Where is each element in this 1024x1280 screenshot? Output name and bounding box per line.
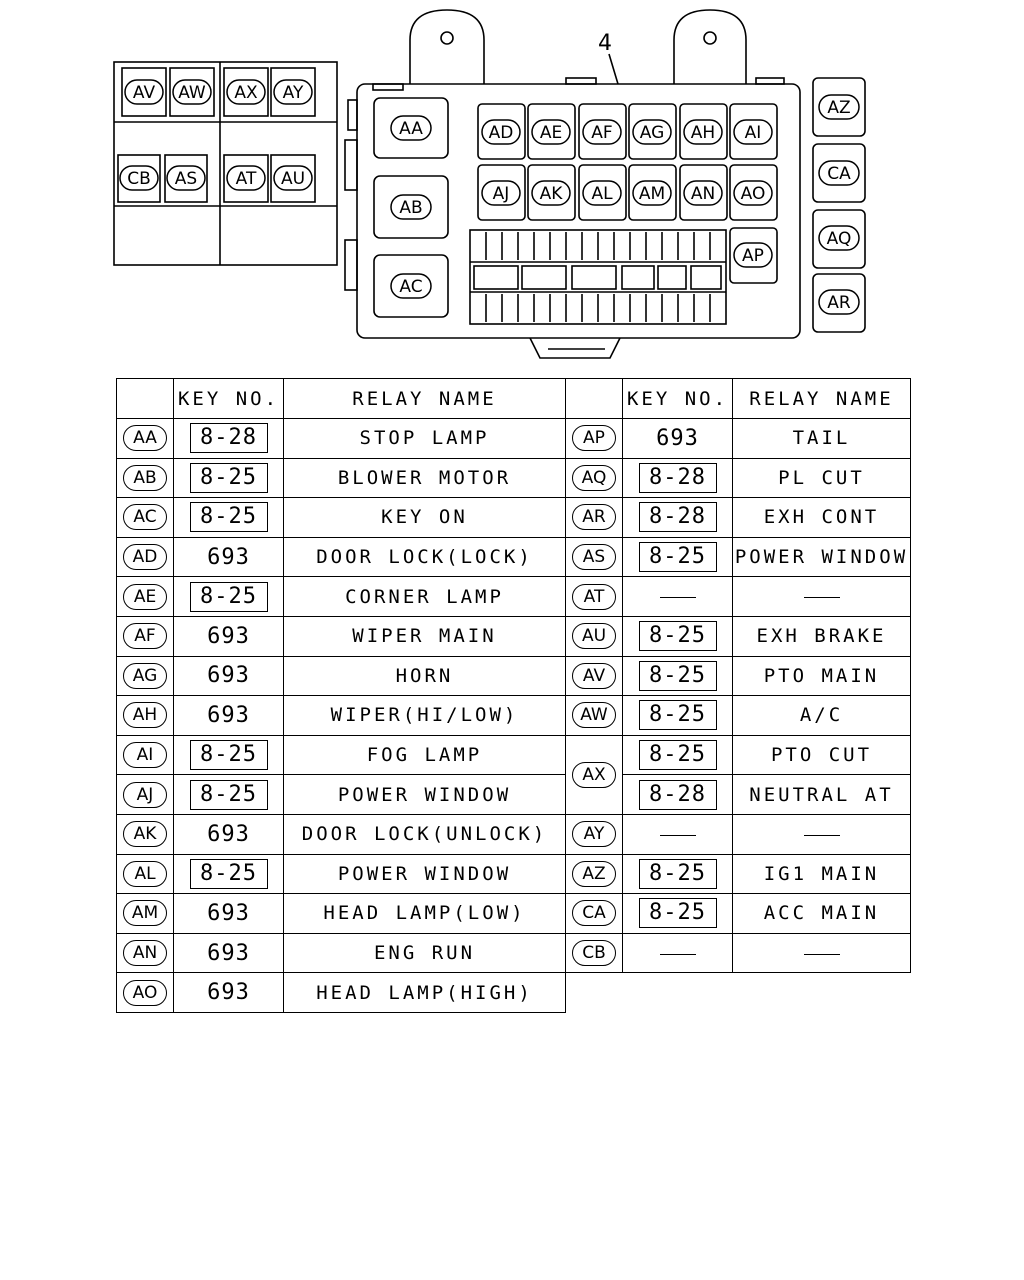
key-no-cell (623, 498, 733, 538)
relay-label-aj (482, 181, 520, 205)
relay-id-cell (566, 656, 623, 696)
relay-name-cell (284, 458, 566, 498)
relay-id-label: AL (123, 861, 167, 887)
relay-name-cell (284, 933, 566, 973)
key-no: 693 (207, 940, 250, 966)
relay-label-ab (391, 195, 431, 219)
empty-dash (660, 954, 696, 955)
svg-text:AP: AP (742, 246, 764, 266)
relay-id-cell (117, 537, 174, 577)
key-no-cell (623, 577, 733, 617)
relay-id-cell (117, 616, 174, 656)
svg-text:AS: AS (174, 169, 198, 189)
relay-id-label: AQ (572, 465, 616, 491)
relay-id-label: AB (123, 465, 167, 491)
svg-text:AJ: AJ (492, 184, 510, 204)
key-no-cell (623, 458, 733, 498)
relay-id-label: AY (572, 821, 616, 847)
key-no: 693 (656, 425, 699, 451)
key-no-cell (174, 735, 284, 775)
header-relay-name-left: RELAY NAME (284, 379, 566, 419)
relay-name-cell (284, 577, 566, 617)
relay-name: STOP LAMP (359, 427, 490, 450)
relay-name-cell (733, 894, 911, 934)
relay-name: POWER WINDOW (337, 783, 512, 806)
relay-id-cell (117, 419, 174, 459)
key-no-cell (623, 933, 733, 973)
relay-label-at (227, 166, 265, 190)
relay-position-labels (120, 80, 859, 314)
key-no-cell (623, 735, 733, 775)
relay-label-ac (391, 274, 431, 298)
table-row (117, 656, 911, 696)
relay-label-an (684, 181, 722, 205)
svg-text:AV: AV (132, 83, 156, 103)
key-no: 8-25 (190, 502, 268, 532)
relay-id-cell (566, 735, 623, 814)
relay-id-label: AX (572, 762, 616, 788)
callout-number: 4 (598, 31, 612, 56)
table-row (117, 933, 911, 973)
relay-name-cell (284, 735, 566, 775)
relay-name: HORN (395, 664, 454, 687)
empty-dash (660, 835, 696, 836)
relay-id-cell (566, 458, 623, 498)
relay-name-cell (284, 537, 566, 577)
svg-text:AR: AR (827, 293, 851, 313)
relay-name-cell (733, 696, 911, 736)
relay-name: CORNER LAMP (345, 585, 504, 608)
table-row (117, 775, 911, 815)
relay-id-cell (566, 537, 623, 577)
relay-label-ao (734, 181, 772, 205)
relay-name-cell (284, 616, 566, 656)
key-no-cell (623, 775, 733, 815)
key-no: 8-25 (190, 780, 268, 810)
key-no: 693 (207, 702, 250, 728)
relay-name-cell (284, 419, 566, 459)
relay-label-cb (120, 166, 158, 190)
relay-name-cell (733, 537, 911, 577)
relay-id-label: AP (572, 425, 616, 451)
svg-text:AK: AK (539, 184, 563, 204)
empty-dash (804, 954, 840, 955)
empty-cell (566, 973, 911, 1013)
key-no-cell (623, 616, 733, 656)
relay-label-av (125, 80, 163, 104)
relay-id-cell (566, 577, 623, 617)
key-no: 8-25 (190, 463, 268, 493)
svg-text:AB: AB (399, 198, 423, 218)
key-no-cell (174, 419, 284, 459)
key-no: 8-25 (190, 740, 268, 770)
key-no-cell (623, 814, 733, 854)
relay-name-cell (733, 814, 911, 854)
relay-name-cell (733, 933, 911, 973)
key-no-cell (623, 854, 733, 894)
relay-label-ca (819, 161, 859, 185)
table-header-row (117, 379, 911, 419)
relay-name: PTO MAIN (763, 664, 880, 687)
svg-text:AU: AU (280, 169, 306, 189)
relay-name-cell (733, 419, 911, 459)
relay-label-au (274, 166, 312, 190)
relay-name: WIPER(HI/LOW) (330, 704, 519, 727)
relay-name: POWER WINDOW (734, 546, 909, 569)
svg-text:AC: AC (399, 277, 423, 297)
relay-name: ENG RUN (373, 942, 476, 965)
relay-label-ad (482, 120, 520, 144)
key-no-cell (623, 537, 733, 577)
relay-id-cell (566, 498, 623, 538)
relay-name-cell (284, 894, 566, 934)
key-no-cell (174, 498, 284, 538)
relay-label-ak (532, 181, 570, 205)
relay-id-cell (566, 419, 623, 459)
key-no-cell (174, 537, 284, 577)
relay-id-label: AA (123, 425, 167, 451)
key-no-cell (174, 696, 284, 736)
table-row (117, 894, 911, 934)
key-no-cell (174, 616, 284, 656)
relay-id-cell (566, 894, 623, 934)
table-row (117, 419, 911, 459)
relay-label-ap (734, 243, 772, 267)
svg-text:AY: AY (282, 83, 304, 103)
empty-dash (660, 597, 696, 598)
empty-dash (804, 597, 840, 598)
key-no: 8-25 (639, 661, 717, 691)
key-no-cell (623, 894, 733, 934)
key-no-cell (623, 656, 733, 696)
relay-id-cell (117, 814, 174, 854)
svg-text:AE: AE (539, 123, 563, 143)
key-no: 693 (207, 980, 250, 1006)
table-row (117, 854, 911, 894)
svg-text:AL: AL (591, 184, 613, 204)
relay-id-label: AG (123, 663, 167, 689)
table-row (117, 577, 911, 617)
table-row (117, 973, 911, 1013)
relay-name-cell (733, 775, 911, 815)
svg-text:AD: AD (488, 123, 514, 143)
key-no: 8-28 (639, 463, 717, 493)
relay-id-label: AJ (123, 782, 167, 808)
svg-text:AA: AA (399, 119, 423, 139)
table-row (117, 696, 911, 736)
svg-text:AN: AN (690, 184, 716, 204)
relay-name: DOOR LOCK(UNLOCK) (301, 823, 548, 846)
header-id-right (566, 379, 623, 419)
relay-id-cell (566, 933, 623, 973)
relay-name-cell (284, 973, 566, 1013)
relay-label-ag (633, 120, 671, 144)
key-no-cell (174, 814, 284, 854)
relay-id-cell (117, 498, 174, 538)
relay-label-am (633, 181, 671, 205)
relay-name-cell (733, 616, 911, 656)
relay-id-cell (117, 775, 174, 815)
key-no: 8-25 (639, 700, 717, 730)
key-no-cell (623, 696, 733, 736)
relay-id-label: AM (123, 900, 167, 926)
relay-name: ACC MAIN (763, 902, 880, 925)
relay-name-cell (284, 498, 566, 538)
svg-text:AI: AI (744, 123, 762, 143)
relay-name: TAIL (792, 427, 851, 450)
key-no: 693 (207, 821, 250, 847)
svg-text:AT: AT (235, 169, 257, 189)
relay-id-label: AN (123, 940, 167, 966)
key-no: 8-28 (190, 423, 268, 453)
key-no-cell (174, 894, 284, 934)
key-no-cell (174, 656, 284, 696)
table-row (117, 498, 911, 538)
relay-name: HEAD LAMP(HIGH) (316, 981, 533, 1004)
relay-label-ai (734, 120, 772, 144)
empty-dash (804, 835, 840, 836)
relay-id-cell (117, 458, 174, 498)
key-no: 8-25 (190, 582, 268, 612)
callout-leader (609, 54, 618, 84)
relay-id-label: AK (123, 821, 167, 847)
relay-name: DOOR LOCK(LOCK) (316, 546, 533, 569)
relay-name-cell (733, 498, 911, 538)
table-row (117, 537, 911, 577)
relay-id-label: CB (572, 940, 616, 966)
relay-id-cell (566, 696, 623, 736)
relay-table (116, 378, 911, 1013)
key-no: 693 (207, 544, 250, 570)
relay-id-label: AW (572, 702, 616, 728)
relay-name-cell (733, 577, 911, 617)
relay-id-label: AR (572, 504, 616, 530)
relay-id-cell (117, 735, 174, 775)
key-no: 8-25 (190, 859, 268, 889)
relay-label-aa (391, 116, 431, 140)
relay-name: POWER WINDOW (337, 862, 512, 885)
relay-id-label: AU (572, 623, 616, 649)
svg-text:AX: AX (234, 83, 258, 103)
relay-label-aq (819, 226, 859, 250)
relay-id-cell (117, 577, 174, 617)
relay-name-cell (733, 458, 911, 498)
relay-name: FOG LAMP (366, 744, 483, 767)
svg-text:AH: AH (690, 123, 716, 143)
relay-name-cell (733, 656, 911, 696)
relay-name: EXH BRAKE (756, 625, 887, 648)
key-no: 8-28 (639, 502, 717, 532)
svg-text:AW: AW (178, 83, 206, 103)
relay-label-ah (684, 120, 722, 144)
relay-name: PL CUT (778, 466, 865, 489)
relay-id-cell (566, 854, 623, 894)
relay-name-cell (733, 854, 911, 894)
fuse-box-diagram (0, 0, 1024, 370)
mount-ear-right (674, 10, 746, 84)
relay-label-as (167, 166, 205, 190)
table-row (117, 616, 911, 656)
key-no-cell (174, 854, 284, 894)
relay-label-ar (819, 290, 859, 314)
relay-label-ae (532, 120, 570, 144)
relay-label-az (819, 95, 859, 119)
key-no-cell (174, 577, 284, 617)
relay-id-label: AI (123, 742, 167, 768)
relay-id-label: AH (123, 702, 167, 728)
mount-ear-left (410, 10, 484, 84)
key-no: 8-28 (639, 780, 717, 810)
svg-text:AG: AG (639, 123, 665, 143)
relay-id-label: AT (572, 584, 616, 610)
key-no: 8-25 (639, 898, 717, 928)
key-no-cell (174, 458, 284, 498)
header-relay-name-right: RELAY NAME (733, 379, 911, 419)
relay-label-ay (274, 80, 312, 104)
key-no-cell (174, 973, 284, 1013)
relay-name: IG1 MAIN (763, 862, 880, 885)
key-no: 8-25 (639, 542, 717, 572)
relay-name-cell (733, 735, 911, 775)
key-no: 693 (207, 663, 250, 689)
svg-text:AF: AF (591, 123, 613, 143)
key-no: 693 (207, 900, 250, 926)
key-no: 693 (207, 623, 250, 649)
relay-id-cell (117, 696, 174, 736)
relay-id-label: AF (123, 623, 167, 649)
relay-name: PTO CUT (770, 744, 873, 767)
key-no-cell (174, 775, 284, 815)
header-key-no-right: KEY NO. (623, 379, 733, 419)
relay-id-cell (117, 894, 174, 934)
relay-name-cell (284, 814, 566, 854)
relay-name: WIPER MAIN (352, 625, 497, 648)
svg-text:CA: CA (827, 164, 851, 184)
relay-name: BLOWER MOTOR (337, 466, 512, 489)
relay-id-label: AV (572, 663, 616, 689)
header-key-no-left: KEY NO. (174, 379, 284, 419)
relay-label-al (583, 181, 621, 205)
relay-name: EXH CONT (763, 506, 880, 529)
relay-name-cell (284, 775, 566, 815)
relay-id-label: AE (123, 584, 167, 610)
table-row (117, 814, 911, 854)
relay-id-cell (566, 616, 623, 656)
relay-name-cell (284, 696, 566, 736)
relay-id-cell (566, 814, 623, 854)
relay-id-label: AD (123, 544, 167, 570)
key-no: 8-25 (639, 740, 717, 770)
relay-id-label: CA (572, 900, 616, 926)
relay-name: HEAD LAMP(LOW) (323, 902, 526, 925)
table-row (117, 458, 911, 498)
relay-id-cell (117, 656, 174, 696)
relay-id-cell (117, 973, 174, 1013)
svg-text:CB: CB (127, 169, 151, 189)
svg-text:AQ: AQ (826, 229, 852, 249)
relay-label-aw (173, 80, 211, 104)
relay-name: KEY ON (381, 506, 468, 529)
relay-label-af (583, 120, 621, 144)
svg-text:AO: AO (740, 184, 766, 204)
relay-id-label: AO (123, 980, 167, 1006)
header-id-left (117, 379, 174, 419)
key-no-cell (623, 419, 733, 459)
relay-name: NEUTRAL AT (749, 783, 894, 806)
key-no: 8-25 (639, 621, 717, 651)
relay-id-label: AS (572, 544, 616, 570)
relay-label-ax (227, 80, 265, 104)
key-no: 8-25 (639, 859, 717, 889)
relay-id-label: AZ (572, 861, 616, 887)
svg-text:AM: AM (638, 184, 666, 204)
relay-id-label: AC (123, 504, 167, 530)
relay-id-cell (117, 933, 174, 973)
relay-name-cell (284, 656, 566, 696)
relay-id-cell (117, 854, 174, 894)
relay-name-cell (284, 854, 566, 894)
table-row (117, 735, 911, 775)
relay-name: A/C (799, 704, 844, 727)
svg-text:AZ: AZ (827, 98, 851, 118)
key-no-cell (174, 933, 284, 973)
